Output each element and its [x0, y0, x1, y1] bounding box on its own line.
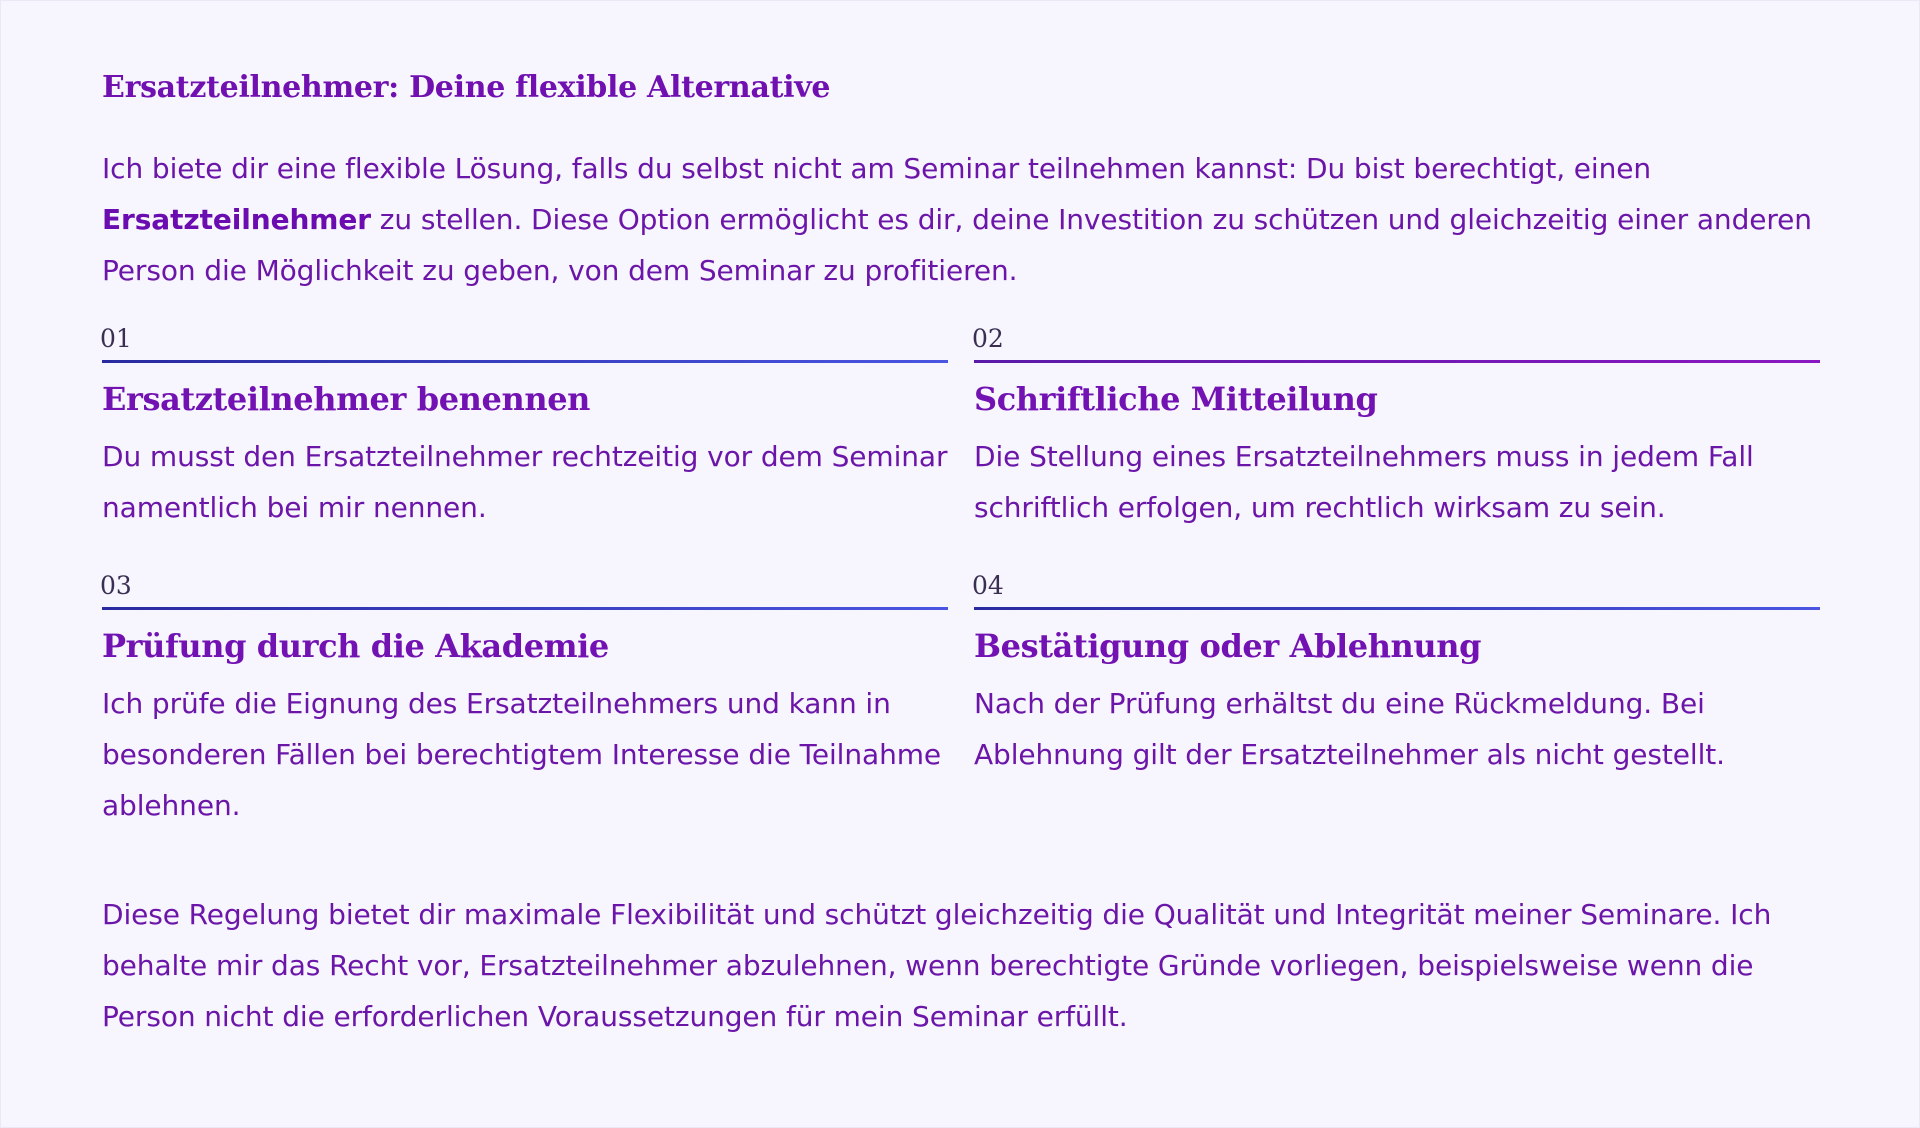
- step-divider: [974, 360, 1820, 363]
- step-3: [102, 567, 948, 831]
- content: [102, 53, 1822, 1042]
- step-text: Die Stellung eines Ersatzteilnehmers muss in jedem Fall schriftlich erfolgen, um rechtlich wirksam zu sein.: [974, 440, 1754, 524]
- step-text: Du musst den Ersatzteilnehmer rechtzeitig vor dem Seminar namentlich bei mir nennen.: [102, 440, 948, 524]
- intro-paragraph: [102, 143, 1822, 296]
- steps-grid: [102, 320, 1822, 839]
- step-1: [102, 320, 948, 533]
- closing-paragraph: Diese Regelung bietet dir maximale Flexibilität und schützt gleichzeitig die Qualität und Integrität meiner Seminare. Ich behalte mir das Recht vor, Ersatzteilnehmer abzulehnen, wenn berechtigte Gründe vorliegen, beispielsweise wenn die Person nicht die erforderlichen Voraussetzungen für mein Seminar erfüllt.: [102, 898, 1772, 1033]
- step-2: [974, 320, 1820, 533]
- step-number: 01: [100, 324, 132, 353]
- page-title: Ersatzteilnehmer: Deine flexible Alternative: [102, 70, 831, 105]
- step-title: Bestätigung oder Ablehnung: [974, 627, 1482, 665]
- intro-bold-term: Ersatzteilnehmer: [102, 203, 371, 236]
- step-text: Nach der Prüfung erhältst du eine Rückmeldung. Bei Ablehnung gilt der Ersatzteilnehmer als nicht gestellt.: [974, 687, 1725, 771]
- step-title: Ersatzteilnehmer benennen: [102, 380, 591, 418]
- step-number: 03: [100, 571, 132, 600]
- intro-text-before: Ich biete dir eine flexible Lösung, falls du selbst nicht am Seminar teilnehmen kannst: Du bist berechtigt, einen: [102, 152, 1652, 185]
- step-divider: [974, 607, 1820, 610]
- step-text: Ich prüfe die Eignung des Ersatzteilnehmers und kann in besonderen Fällen bei berechtigtem Interesse die Teilnahme ablehnen.: [102, 687, 942, 822]
- intro-text-after: zu stellen. Diese Option ermöglicht es dir, deine Investition zu schützen und gleichzeitig einer anderen Person die Möglichkeit zu geben, von dem Seminar zu profitieren.: [102, 203, 1812, 287]
- step-title: Prüfung durch die Akademie: [102, 627, 609, 665]
- step-divider: [102, 607, 948, 610]
- step-number: 02: [972, 324, 1004, 353]
- step-title: Schriftliche Mitteilung: [974, 380, 1378, 418]
- step-number: 04: [972, 571, 1004, 600]
- step-4: [974, 567, 1820, 831]
- step-divider: [102, 360, 948, 363]
